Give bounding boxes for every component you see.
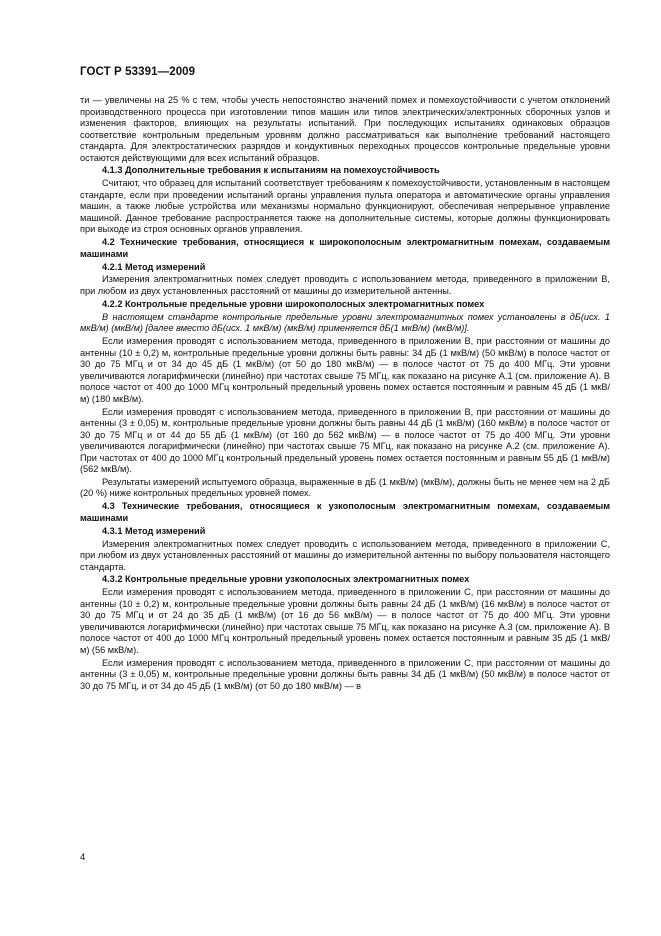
paragraph: Результаты измерений испытуемого образца, выраженные в дБ (1 мкВ/м) (мкВ/м), должны быть не менее чем на 2 дБ (20 %) ниже контрольных предельных уровней помех. <box>80 476 610 499</box>
paragraph: Если измерения проводят с использованием метода, приведенного в приложении В, при расстоянии от машины до антенны (3 ± 0,05) м, контрольные предельные уровни должны быть равны 44 дБ (1 мкВ/м) (160 мкВ/м) в полосе частот от 30 до 75 МГц и от 44 до 55 дБ (1 мкВ/м) (от 160 до 562 мкВ/м) — в полосе частот от 75 до 400 МГц. Эти уровни увеличиваются логарифмически (линейно) при частотах свыше 75 МГц, как показано на рисунке А.2 (см. приложение А). При частотах от 400 до 1000 МГц контрольный предельный уровень помех остается постоянным и равным 55 дБ (1 мкВ/м) (562 мкВ/м). <box>80 406 610 475</box>
document-header: ГОСТ Р 53391—2009 <box>80 66 196 78</box>
heading-4-1-3: 4.1.3 Дополнительные требования к испытаниям на помехоустойчивость <box>102 165 440 176</box>
page-body <box>80 95 610 694</box>
paragraph: Если измерения проводят с использованием метода, приведенного в приложении В, при расстоянии от машины до антенны (10 ± 0,2) м, контрольные предельные уровни должны быть равны: 34 дБ (1 мкВ/м) (50 мкВ/м) в полосе частот от 30 до 75 МГц и от 34 до 45 дБ (1 мкВ/м) (от 50 до 180 мкВ/м) — в полосе частот от 75 до 400 МГц. Эти уровни увеличиваются логарифмически (линейно) при частотах свыше 75 МГц, как показано на рисунке А.1 (см. приложение А). В полосе частот от 400 до 1000 МГц контрольный предельный уровень помех остается постоянным и равным 45 дБ (1 мкВ/м) (180 мкВ/м). <box>80 336 610 404</box>
paragraph-italic-note: В настоящем стандарте контрольные предельные уровни электромагнитных помех установлены в дБ(исх. 1 мкВ/м) (мкВ/м) [далее вместо дБ(исх. 1 мкВ/м) (мкВ/м) применяется дБ(1 мкВ/м) (мкВ/м)]. <box>80 311 610 334</box>
heading-4-3-2: 4.3.2 Контрольные предельные уровни узкополосных электромагнитных помех <box>102 574 470 585</box>
heading-4-3-1: 4.3.1 Метод измерений <box>102 525 206 536</box>
paragraph-continuation: ти — увеличены на 25 % с тем, чтобы учесть непостоянство значений помех и помехоустойчивости с учетом отклонений производственного процесса при изготовлении типов машин или типов электрических/электронных сборочных узлов и изменения факторов, влияющих на результаты испытаний. При последующих испытаниях одинаковых образцов соответствие контрольным предельным уровням должно рассматриваться как выполнение требований настоящего стандарта. Для электростатических разрядов и кондуктивных переходных процессов контрольные предельные уровни остаются действующими для всех испытаний образцов. <box>80 95 610 163</box>
paragraph: Если измерения проводят с использованием метода, приведенного в приложении С, при расстоянии от машины до антенны (3 ± 0,05) м, контрольные предельные уровни должны быть равны 34 дБ (1 мкВ/м) (50 мкВ/м) в полосе частот от 30 до 75 МГц, и от 34 до 45 дБ (1 мкВ/м) (от 50 до 180 мкВ/м) — в <box>80 657 610 691</box>
paragraph: Измерения электромагнитных помех следует проводить с использованием метода, приведенного в приложении В, при любом из двух установленных расстояний от машины до измерительной антенны. <box>80 274 610 296</box>
page-number: 4 <box>80 852 86 863</box>
heading-4-2: 4.2 Технические требования, относящиеся к широкополосным электромагнитным помехам, создаваемым машинами <box>80 237 610 259</box>
heading-4-2-1: 4.2.1 Метод измерений <box>102 261 206 272</box>
paragraph: Если измерения проводят с использованием метода, приведенного в приложении С, при расстоянии от машины до антенны (10 ± 0,2) м, контрольные предельные уровни должны быть равны 24 дБ (1 мкВ/м) (16 мкВ/м) в полосе частот от 30 до 75 МГц и от 24 до 35 дБ (1 мкВ/м) (от 16 до 56 мкВ/м) — в полосе частот от 75 до 400 МГц. Эти уровни увеличиваются логарифмически (линейно) при частотах свыше 75 МГц, как показано на рисунке А.3 (см. приложение А). В полосе частот от 400 до 1000 МГц контрольный предельный уровень помех остается постоянным и равным 35 дБ (1 мкВ/м) (56 мкВ/м). <box>80 587 610 655</box>
paragraph: Считают, что образец для испытаний соответствует требованиям к помехоустойчивости, установленным в настоящем стандарте, если при проведении испытаний органы управления пульта оператора и автоматические органы управления машин, а также любые устройства или механизмы нормально функционируют, обеспечивая непрерывное управление машиной. Данное требование распространяется также на дополнительные системы, которые должны функционировать при выходе из строя основных органов управления. <box>80 178 610 235</box>
heading-4-3: 4.3 Технические требования, относящиеся к узкополосным электромагнитным помехам, создаваемым машинами <box>80 501 610 523</box>
paragraph: Измерения электромагнитных помех следует проводить с использованием метода, приведенного в приложении С, при любом из двух установленных расстояний от машины до измерительной антенны по выбору пользователя настоящего стандарта. <box>80 538 610 572</box>
heading-4-2-2: 4.2.2 Контрольные предельные уровни широкополосных электромагнитных помех <box>102 298 485 309</box>
